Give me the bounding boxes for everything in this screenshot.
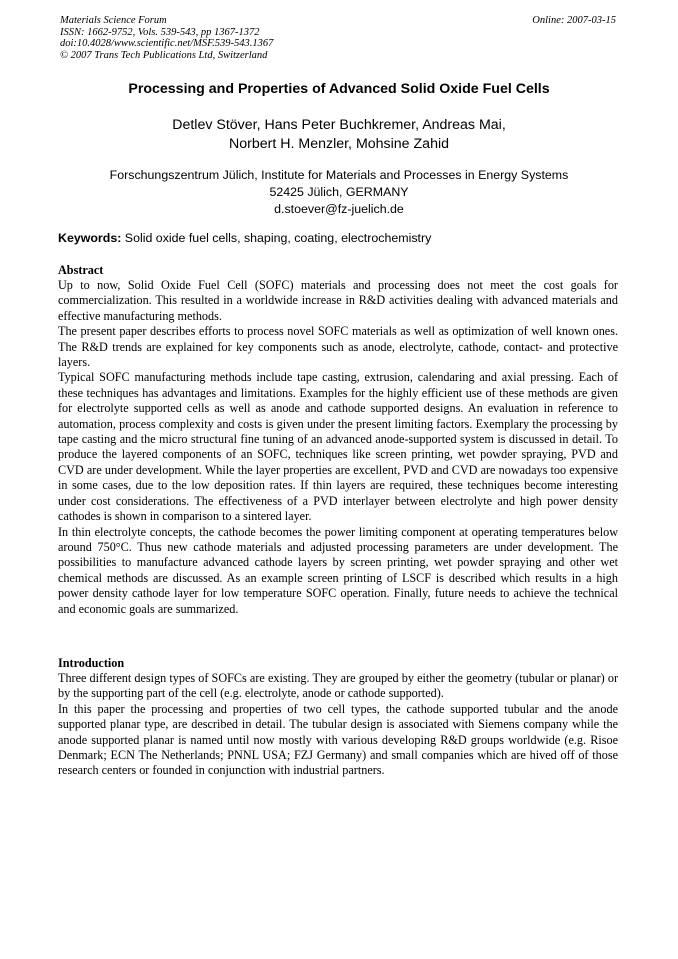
authors-line-2: Norbert H. Menzler, Mohsine Zahid <box>229 136 449 152</box>
author-list <box>0 116 678 154</box>
affiliation <box>0 167 678 218</box>
introduction-paragraph: Three different design types of SOFCs are existing. They are grouped by either the geometry (tubular or planar) or by the supporting part of the cell (e.g. electrolyte, anode or cathode supported). <box>58 671 618 701</box>
online-date: Online: 2007-03-15 <box>532 15 616 26</box>
keywords-label: Keywords: <box>58 231 122 245</box>
abstract-paragraph: In thin electrolyte concepts, the cathode becomes the power limiting component at operating temperatures below around 750°C. Thus new cathode materials and adjusted processing parameters are under development. The possibilities to manufacture advanced cathode layers by screen printing, wet powder spraying and other wet chemical methods are discussed. As an example screen printing of LSCF is described which results in a high power density cathode layer for low temperature SOFC operation. Finally, future needs to achieve the technical and economic goals are summarized. <box>58 524 618 616</box>
abstract-paragraph: Up to now, Solid Oxide Fuel Cell (SOFC) materials and processing does not meet the cost goals for commercialization. This resulted in a worldwide increase in R&D activities dealing with advanced materials and effective manufacturing methods. <box>58 278 618 323</box>
keywords-text: Solid oxide fuel cells, shaping, coating, electrochemistry <box>121 231 432 245</box>
abstract-heading: Abstract <box>58 263 104 277</box>
copyright-line: © 2007 Trans Tech Publications Ltd, Switzerland <box>60 49 268 61</box>
introduction-body <box>58 671 618 779</box>
affiliation-institute: Forschungszentrum Jülich, Institute for Materials and Processes in Energy Systems <box>109 168 569 182</box>
authors-line-1: Detlev Stöver, Hans Peter Buchkremer, Andreas Mai, <box>172 117 506 133</box>
doi-line: doi:10.4028/www.scientific.net/MSF.539-543.1367 <box>60 38 274 50</box>
paper-title: Processing and Properties of Advanced Solid Oxide Fuel Cells <box>128 81 550 97</box>
abstract-paragraph: The present paper describes efforts to process novel SOFC materials as well as optimization of well known ones. The R&D trends are explained for key components such as anode, electrolyte, cathode, contact- and protective layers. <box>58 324 618 370</box>
affiliation-address: 52425 Jülich, GERMANY <box>269 185 409 199</box>
introduction-heading: Introduction <box>58 656 125 670</box>
issn-line: ISSN: 1662-9752, Vols. 539-543, pp 1367-1372 <box>60 26 260 38</box>
keywords <box>58 231 618 245</box>
abstract-paragraph: Typical SOFC manufacturing methods include tape casting, extrusion, calendaring and axial pressing. Each of these techniques has advantages and limitations. Examples for the highly efficient use of these methods are given for electrolyte supported cells as well as anode and cathode supported designs. An evaluation in reference to automation, process complexity and costs is given under the present limiting factors. Exemplary the processing by tape casting and the micro structural fine tuning of an advanced anode-supported system is discussed in detail. To produce the layered components of an SOFC, techniques like screen printing, wet powder spraying, PVD and CVD are under development. While the layer properties are excellent, PVD and CVD are nowadays too expensive in some cases, due to the low deposition rates. If thin layers are required, these techniques become interesting under cost considerations. The effectiveness of a PVD interlayer between electrolyte and high power density cathodes is shown in comparison to a sintered layer. <box>58 370 618 524</box>
journal-name: Materials Science Forum <box>60 15 167 26</box>
journal-header <box>60 15 616 61</box>
introduction-paragraph: In this paper the processing and properties of two cell types, the cathode supported tubular and the anode supported planar type, are described in detail. The tubular design is associated with Siemens company while the anode supported planar is named until now mostly with various developing R&D groups worldwide (e.g. Risoe Denmark; ECN The Netherlands; PNNL USA; FZJ Germany) and small companies which are hived off of those research centers or founded in conjunction with industrial partners. <box>58 701 618 778</box>
author-email: d.stoever@fz-juelich.de <box>274 202 404 216</box>
abstract-body <box>58 278 618 617</box>
